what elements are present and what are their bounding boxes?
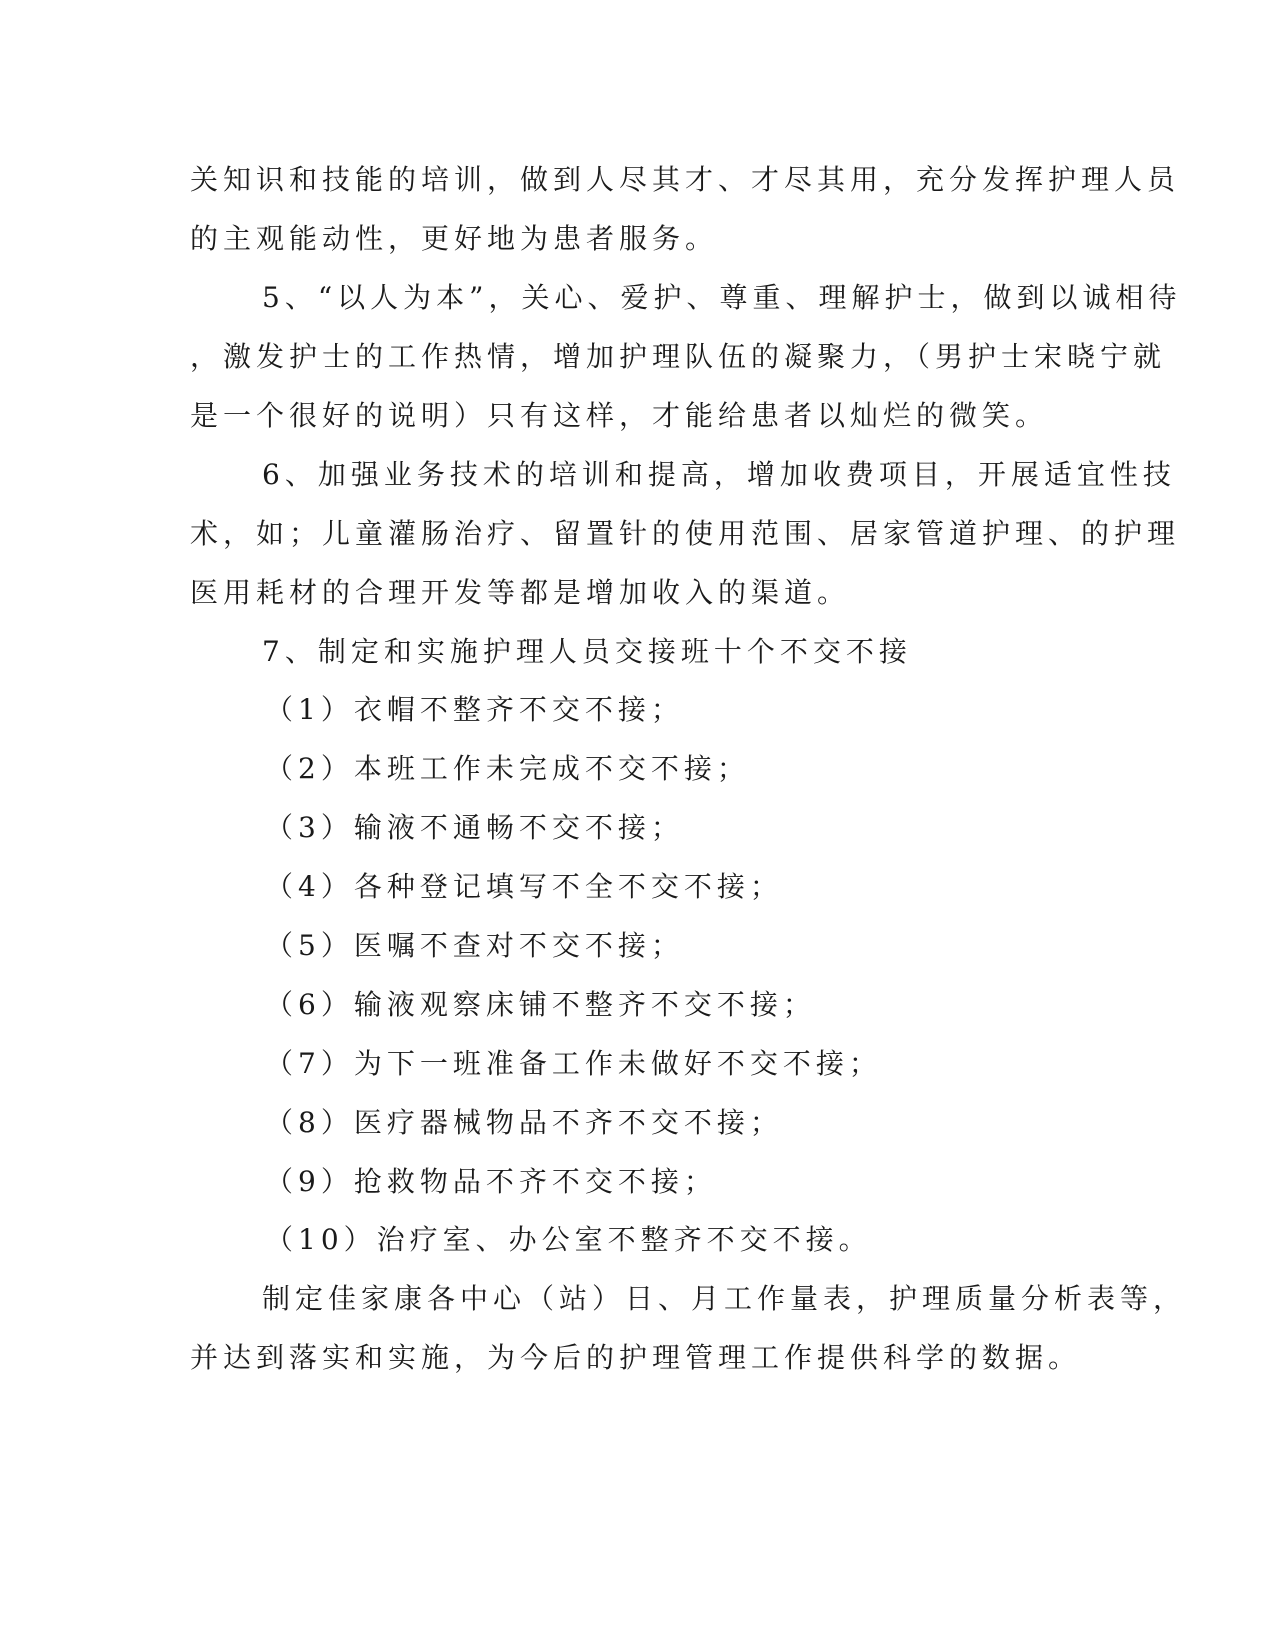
text-line: 术，如；儿童灌肠治疗、留置针的使用范围、居家管道护理、的护理 — [190, 517, 1181, 550]
list-item: （7）为下一班准备工作未做好不交不接； — [265, 1047, 882, 1080]
text-line: 是一个很好的说明）只有这样，才能给患者以灿烂的微笑。 — [190, 399, 1049, 432]
list-item: （1）衣帽不整齐不交不接； — [265, 693, 684, 726]
text-line: 5、“以人为本”，关心、爱护、尊重、理解护士，做到以诚相待 — [262, 281, 1182, 314]
text-line: 6、加强业务技术的培训和提高，增加收费项目，开展适宜性技 — [262, 458, 1176, 491]
text-line: ，激发护士的工作热情，增加护理队伍的凝聚力，（男护士宋晓宁就 — [190, 340, 1167, 373]
text-line: 7、制定和实施护理人员交接班十个不交不接 — [262, 635, 912, 668]
list-item: （5）医嘱不查对不交不接； — [265, 929, 684, 962]
text-line: 的主观能动性，更好地为患者服务。 — [190, 222, 719, 255]
list-item: （3）输液不通畅不交不接； — [265, 811, 684, 844]
list-item: （8）医疗器械物品不齐不交不接； — [265, 1106, 783, 1139]
text-line: 制定佳家康各中心（站）日、月工作量表，护理质量分析表等， — [262, 1282, 1187, 1315]
list-item: （4）各种登记填写不全不交不接； — [265, 870, 783, 903]
text-line: 关知识和技能的培训，做到人尽其才、才尽其用，充分发挥护理人员 — [190, 163, 1181, 196]
list-item: （9）抢救物品不齐不交不接； — [265, 1165, 717, 1198]
text-line: 并达到落实和实施，为今后的护理管理工作提供科学的数据。 — [190, 1341, 1082, 1374]
list-item: （6）输液观察床铺不整齐不交不接； — [265, 988, 816, 1021]
list-item: （2）本班工作未完成不交不接； — [265, 752, 750, 785]
text-line: 医用耗材的合理开发等都是增加收入的渠道。 — [190, 576, 851, 609]
list-item: （10）治疗室、办公室不整齐不交不接。 — [265, 1223, 872, 1256]
